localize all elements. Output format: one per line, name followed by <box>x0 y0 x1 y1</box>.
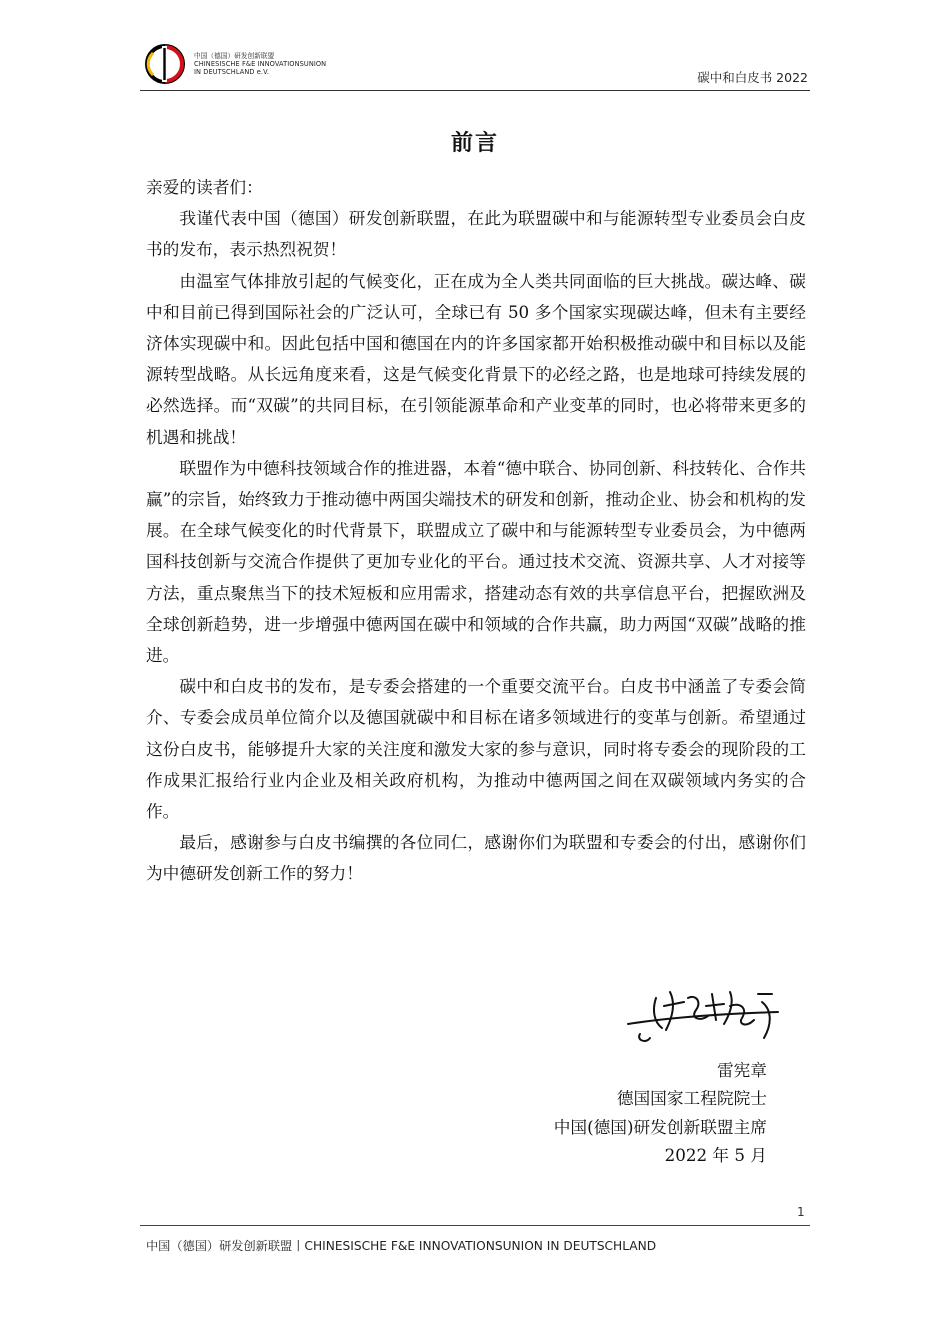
paragraph-climate-challenge: 由温室气体排放引起的气候变化，正在成为全人类共同面临的巨大挑战。碳达峰、碳中和目前已得到国际社会的广泛认可，全球已有 50 多个国家实现碳达峰，但未有主要经济体实现碳中和。因此包括中国和德国在内的许多国家都开始积极推动碳中和目标以及能源转型战略。从长远角度来看，这是气候变化背景下的必经之路，也是地球可持续发展的必然选择。而“双碳”的共同目标，在引领能源革命和产业变革的同时，也必将带来更多的机遇和挑战！ <box>146 270 806 447</box>
preface-body <box>146 172 806 890</box>
paragraph-whitepaper-release: 碳中和白皮书的发布，是专委会搭建的一个重要交流平台。白皮书中涵盖了专委会简介、专委会成员单位简介以及德国就碳中和目标在诸多领域进行的变革与创新。希望通过这份白皮书，能够提升大家的关注度和激发大家的参与意识，同时将专委会的现阶段的工作成果汇报给行业内企业及相关政府机构，为推动中德两国之间在双碳领域内务实的合作。 <box>146 676 806 822</box>
logo-line-cn: 中国（德国）研发创新联盟 <box>194 52 275 60</box>
logo-text <box>194 52 326 77</box>
document-tag: 碳中和白皮书 2022 <box>697 70 808 85</box>
handwritten-signature-icon <box>626 984 786 1052</box>
logo-line-de-2: IN DEUTSCHLAND e.V. <box>194 68 270 77</box>
paragraph-congratulation: 我谨代表中国（德国）研发创新联盟，在此为联盟碳中和与能源转型专业委员会白皮书的发布，表示热烈祝贺！ <box>146 208 806 260</box>
page-number: 1 <box>797 1205 805 1219</box>
page-title: 前言 <box>450 130 499 156</box>
signatory-name: 雷宪章 <box>716 1060 767 1080</box>
paragraph-alliance-mission: 联盟作为中德科技领域合作的推进器，本着“德中联合、协同创新、科技转化、合作共赢”的宗旨，始终致力于推动德中两国尖端技术的研发和创新，推动企业、协会和机构的发展。在全球气候变化的时代背景下，联盟成立了碳中和与能源转型专业委员会，为中德两国科技创新与交流合作提供了更加专业化的平台。通过技术交流、资源共享、人才对接等方法，重点聚焦当下的技术短板和应用需求，搭建动态有效的共享信息平台，把握欧洲及全球创新趋势，进一步增强中德两国在碳中和领域的合作共赢，助力两国“双碳”战略的推进。 <box>146 457 806 666</box>
paragraph-thanks: 最后，感谢参与白皮书编撰的各位同仁，感谢你们为联盟和专委会的付出，感谢你们为中德研发创新工作的努力！ <box>146 832 806 884</box>
header-divider <box>140 90 810 91</box>
logo-line-de-1: CHINESISCHE F&E INNOVATIONSUNION <box>194 60 327 69</box>
page-header <box>140 40 810 92</box>
signatory-title: 德国国家工程院院士 <box>616 1088 767 1109</box>
signatory-position: 中国(德国)研发创新联盟主席 <box>553 1116 767 1137</box>
alliance-logo-icon <box>145 44 185 84</box>
signature-date: 2022 年 5 月 <box>664 1144 767 1165</box>
salutation: 亲爱的读者们： <box>146 177 263 197</box>
signature-block <box>554 1056 767 1169</box>
footer-divider <box>140 1225 810 1226</box>
page-footer: 中国（德国）研发创新联盟丨CHINESISCHE F&E INNOVATIONSUNION IN DEUTSCHLAND <box>146 1239 657 1253</box>
